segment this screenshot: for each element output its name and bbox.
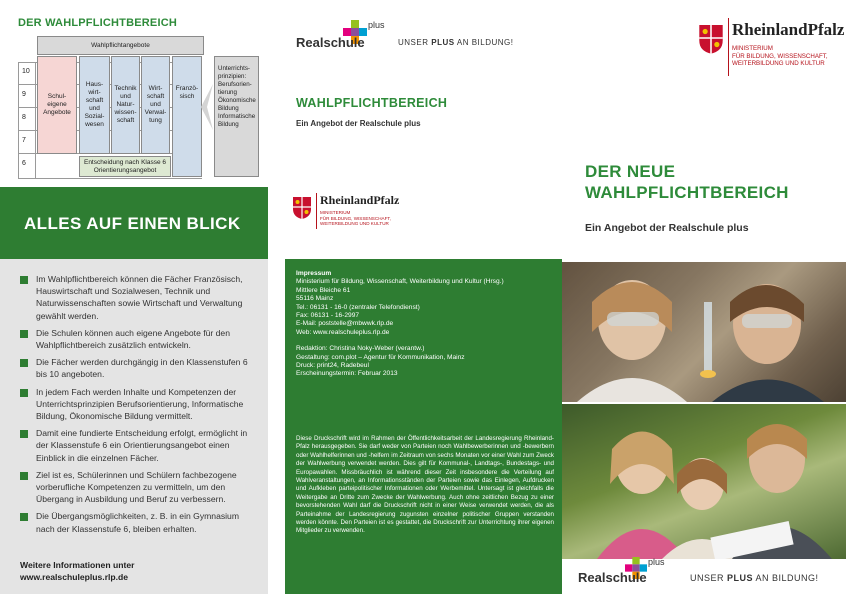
credit-line: Redaktion: Christina Noky-Weber (verantw.): [296, 345, 425, 353]
realschule-plus-word: plus: [648, 557, 665, 567]
coat-of-arms-icon: [292, 195, 312, 219]
rlp-wordmark-large: RheinlandPfalz: [732, 20, 845, 39]
photo-lab-illustration: [562, 262, 846, 402]
realschule-plus-word: plus: [368, 20, 385, 30]
column-technik: Technik und Natur- wissen- schaft: [111, 56, 140, 154]
impressum-line: 55116 Mainz: [296, 295, 334, 303]
impressum-line: Tel.: 06131 - 16-0 (zentraler Telefondienst): [296, 303, 420, 311]
grade-label: 9: [22, 91, 26, 98]
list-item: Die Übergangsmöglichkeiten, z. B. in ein Gymnasium nach der Klassenstufe 6, bleiben erhalten.: [20, 510, 260, 534]
impressum-line: Ministerium für Bildung, Wissenschaft, Weiterbildung und Kultur (Hrsg.): [296, 278, 504, 286]
photo-reading-illustration: [562, 404, 846, 559]
photo-lab-students: [562, 262, 846, 402]
impressum-line: Fax: 06131 - 16-2997: [296, 312, 360, 320]
further-info-label: Weitere Informationen unter: [20, 560, 135, 570]
column-school-offers: Schul- eigene Angebote: [37, 56, 77, 154]
column-wirtschaft: Wirt- schaft und Verwal- tung: [141, 56, 170, 154]
diagram-side-box: Unterrichts- prinzipien: Berufsorien- tierung Ökonomische Bildung Informatische Bildung: [214, 56, 259, 177]
grade-label: 6: [22, 160, 26, 167]
credit-line: Gestaltung: com.plot – Agentur für Kommunikation, Mainz: [296, 353, 465, 361]
list-item: Damit eine fundierte Entscheidung erfolgt, ermöglicht in der Klassenstufe 6 ein Orientierungsangebot einen Einblick in die einzelnen Fächer.: [20, 427, 260, 464]
diagram-bottom-box: Entscheidung nach Klasse 6 Orientierungsangebot: [79, 156, 171, 177]
further-info-url[interactable]: www.realschuleplus.rlp.de: [20, 572, 129, 582]
left-info-panel: [0, 259, 268, 594]
disclaimer-text: Diese Druckschrift wird im Rahmen der Öffentlichkeitsarbeit der Landesregierung Rheinland-Pfalz herausgegeben. Sie darf weder von Parteien noch Wahlbewerberinnen und -bewerbern oder Wahlhelferinnen und -helfern im Zeitraum von sechs Monaten vor einer Wahl zum Zweck der Wahlwerbung verwendet werden. Dies gilt für Kommunal-, Landtags-, Bundestags- und Europawahlen. Missbräuchlich ist während dieser Zeit insbesondere die Verteilung auf Wahlveranstaltungen, an Informationsständen der Parteien sowie das Einlegen, Aufdrucken und Aufkleben parteipolitischer Informationen oder Werbemittel. Untersagt ist gleichfalls die Weitergabe an Dritte zum Zwecke der Wahlwerbung. Auch ohne zeitlichen Bezug zu einer bevorstehenden Wahl darf die Druckschrift nicht in einer Weise verwendet werden, die als Parteinahme der Landesregierung zugunsten einzelner politischer Gruppen verstanden werden könnte. Den Parteien ist es gestattet, die Druckschrift zur Unterrichtung ihrer eigenen Mitglieder zu verwenden.: [296, 435, 554, 535]
photo-reading-students: [562, 404, 846, 559]
impressum-line: E-Mail: poststelle@mbwwk.rlp.de: [296, 320, 394, 328]
cover-title-line2: WAHLPFLICHTBEREICH: [585, 183, 789, 202]
left-title-band: [0, 187, 268, 259]
impressum-heading: Impressum: [296, 270, 332, 277]
bullet-list: [20, 273, 260, 540]
list-item: Ziel ist es, Schülerinnen und Schülern fachbezogene vorberufliche Kompetenzen zu vermitteln, um den Übergang in Ausbildung und Beruf zu verbessern.: [20, 469, 260, 506]
list-item: In jedem Fach werden Inhalte und Kompetenzen der Unterrichtsprinzipien Berufsorientierung, Informatische Bildung, Ökonomische Bildung vermittelt.: [20, 386, 260, 423]
diagram-title: DER WAHLPFLICHTBEREICH: [18, 17, 178, 29]
disclaimer-block: [296, 435, 554, 536]
grade-label: 10: [22, 68, 30, 75]
column-franzoesisch: Franzö- sisch: [172, 56, 202, 177]
left-band-title: ALLES AUF EINEN BLICK: [24, 214, 241, 233]
column-hauswirtschaft: Haus- wirt- schaft und Sozial- wesen: [79, 56, 110, 154]
list-item: Die Schulen können auch eigene Angebote für den Wahlpflichtbereich zusätzlich entwickeln.: [20, 327, 260, 351]
rlp-ministry-small: MINISTERIUM FÜR BILDUNG, WISSENSCHAFT, WEITERBILDUNG UND KULTUR: [320, 210, 391, 227]
chevron-left-icon: [201, 84, 215, 130]
realschule-word: Realschule: [578, 570, 647, 585]
diagram-top-box: Wahlpflichtangebote: [37, 36, 204, 55]
further-info: [20, 559, 134, 583]
cover-subtitle: Ein Angebot der Realschule plus: [585, 222, 749, 234]
impressum-block: [296, 270, 556, 379]
rlp-wordmark-small: RheinlandPfalz: [320, 193, 400, 207]
cover-title-line1: DER NEUE: [585, 162, 676, 181]
tagline-top: UNSER PLUS AN BILDUNG!: [398, 38, 514, 47]
rlp-ministry-large: MINISTERIUM FÜR BILDUNG, WISSENSCHAFT, WEITERBILDUNG UND KULTUR: [732, 45, 828, 68]
middle-title: WAHLPFLICHTBEREICH: [296, 96, 448, 110]
realschule-word: Realschule: [296, 35, 365, 50]
impressum-line: Mittlere Bleiche 61: [296, 286, 351, 294]
credit-line: Erscheinungstermin: Februar 2013: [296, 370, 398, 378]
impressum-panel: [285, 259, 562, 594]
list-item: Im Wahlpflichtbereich können die Fächer Französisch, Hauswirtschaft und Sozialwesen, Technik und Naturwissenschaften sowie Wirtschaft und Verwaltung gewählt werden.: [20, 273, 260, 322]
coat-of-arms-icon: [698, 22, 724, 54]
middle-subtitle: Ein Angebot der Realschule plus: [296, 119, 421, 128]
list-item: Die Fächer werden durchgängig in den Klassenstufen 6 bis 10 angeboten.: [20, 356, 260, 380]
cover-title: [585, 161, 789, 203]
grade-label: 7: [22, 137, 26, 144]
grade-label: 8: [22, 114, 26, 121]
impressum-line: Web: www.realschuleplus.rlp.de: [296, 328, 390, 336]
credit-line: Druck: print24, Radebeul: [296, 362, 369, 370]
tagline-bottom: UNSER PLUS AN BILDUNG!: [690, 573, 819, 583]
